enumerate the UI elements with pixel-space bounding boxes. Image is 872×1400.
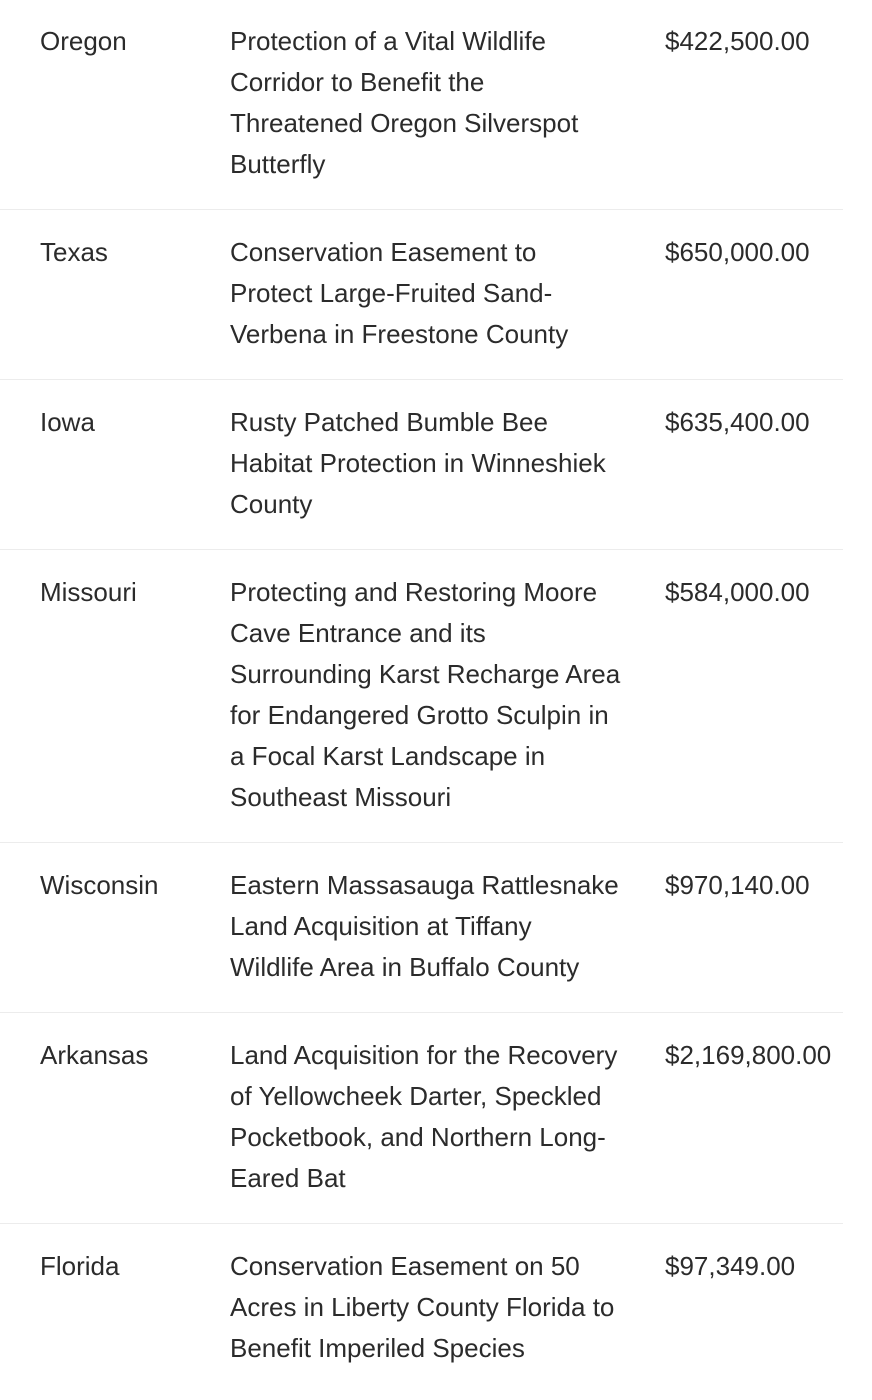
table-row (0, 0, 843, 210)
state-cell: Oregon (0, 0, 190, 210)
state-cell: Iowa (0, 380, 190, 550)
table-row (0, 1224, 843, 1394)
state-cell: Florida (40, 1251, 120, 1281)
state-cell: Arkansas (0, 1013, 190, 1224)
project-title-cell: Conservation Easement on 50 Acres in Liberty County Florida to Benefit Imperiled Species (230, 1251, 615, 1363)
table-row (0, 1013, 843, 1224)
table-row (0, 843, 843, 1013)
project-title-cell: Conservation Easement to Protect Large-Fruited Sand-Verbena in Freestone County (190, 210, 625, 380)
state-cell: Missouri (0, 550, 190, 843)
amount-cell: $650,000.00 (625, 210, 843, 380)
project-title-cell: Eastern Massasauga Rattlesnake Land Acquisition at Tiffany Wildlife Area in Buffalo County (190, 843, 625, 1013)
amount-cell: $97,349.00 (665, 1251, 796, 1281)
table-row (0, 210, 843, 380)
amount-cell: $635,400.00 (625, 380, 843, 550)
project-title-cell: Land Acquisition for the Recovery of Yellowcheek Darter, Speckled Pocketbook, and Northern Long-Eared Bat (190, 1013, 625, 1224)
amount-cell: $2,169,800.00 (625, 1013, 843, 1224)
amount-cell: $422,500.00 (625, 0, 843, 210)
project-title-cell: Protection of a Vital Wildlife Corridor to Benefit the Threatened Oregon Silverspot Butterfly (190, 0, 625, 210)
amount-cell: $584,000.00 (625, 550, 843, 843)
state-cell: Wisconsin (0, 843, 190, 1013)
amount-cell: $970,140.00 (625, 843, 843, 1013)
table-row (0, 380, 843, 550)
state-cell: Texas (0, 210, 190, 380)
project-title-cell: Rusty Patched Bumble Bee Habitat Protection in Winneshiek County (190, 380, 625, 550)
table-row (0, 550, 843, 843)
project-title-cell: Protecting and Restoring Moore Cave Entrance and its Surrounding Karst Recharge Area for Endangered Grotto Sculpin in a Focal Karst Landscape in Southeast Missouri (190, 550, 625, 843)
